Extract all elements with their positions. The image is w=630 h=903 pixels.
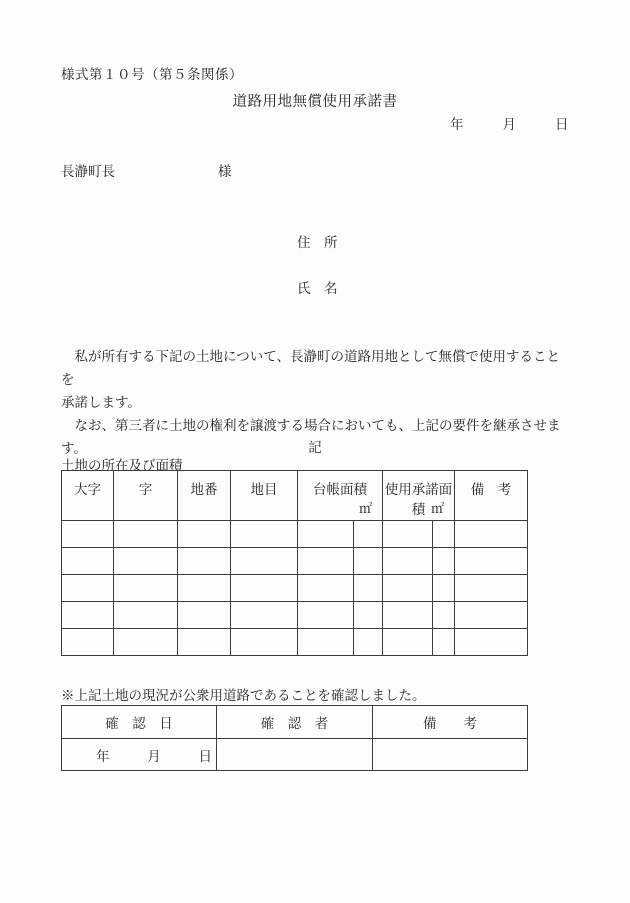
land-table-empty-row [62,602,528,629]
land-table-empty-cell [383,602,433,629]
land-table-empty-cell [114,521,178,548]
record-mark: 記 [308,440,322,455]
col-header-confirmer: 確 認 者 [217,706,373,739]
document-title: 道路用地無償使用承諾書 [232,94,398,110]
land-table-empty-cell [433,548,455,575]
land-table-header-row [62,471,528,521]
confirm-month-label: 月 [147,748,161,764]
land-table-empty-cell [62,629,114,656]
land-table-empty-cell [114,548,178,575]
col-header-chimoku: 地目 [231,471,298,521]
land-table-empty-cell [354,602,383,629]
land-table-empty-cell [383,548,433,575]
land-table-empty-cell [114,629,178,656]
land-table-empty-cell [178,521,231,548]
col-header-oaza: 大字 [62,471,114,521]
confirm-date-line [62,745,216,765]
register-area-label: 台帳面積 [313,482,367,497]
confirmer-cell [217,739,373,771]
land-table-empty-cell [433,602,455,629]
confirm-day-label: 日 [198,748,212,764]
land-table-empty-cell [433,629,455,656]
land-table-empty-cell [298,521,354,548]
land-table-empty-cell [178,602,231,629]
land-table-empty-cell [354,521,383,548]
land-table-empty-row [62,629,528,656]
land-table-empty-cell [354,548,383,575]
land-table-caption: 土地の所在及び面積 [61,458,183,473]
land-table-empty-row [62,548,528,575]
land-table-empty-cell [231,521,298,548]
land-table [61,470,528,656]
body-line-3: なお、第三者に土地の権利を譲渡する場合においても、上記の要件を継承させます。 [61,418,561,456]
addressee-honorific: 様 [218,164,232,179]
consent-area-unit: ㎡ [430,501,444,516]
land-table-empty-cell [178,548,231,575]
land-table-empty-cell [433,521,455,548]
land-table-empty-cell [62,602,114,629]
land-table-empty-row [62,575,528,602]
land-table-empty-cell [455,575,528,602]
land-table-empty-cell [383,629,433,656]
name-label: 氏 名 [297,281,338,296]
date-line [450,113,569,133]
land-table-empty-cell [62,548,114,575]
land-table-empty-cell [354,629,383,656]
land-table-empty-cell [62,575,114,602]
col-header-confirm-date: 確 認 日 [62,706,217,739]
date-year-label: 年 [450,117,464,132]
land-table-empty-cell [62,521,114,548]
confirmation-note: ※上記土地の現況が公衆用道路であることを確認しました。 [61,688,426,703]
land-table-empty-row [62,521,528,548]
land-table-empty-cell [114,575,178,602]
confirmation-header-row [62,706,528,739]
confirm-date-cell [62,739,217,771]
land-table-empty-cell [354,575,383,602]
land-table-empty-cell [433,575,455,602]
land-table-empty-cell [231,575,298,602]
col-header-aza: 字 [114,471,178,521]
land-table-empty-cell [298,629,354,656]
date-month-label: 月 [502,117,516,132]
land-table-empty-cell [455,629,528,656]
col-header-chiban: 地番 [178,471,231,521]
confirmation-body-row [62,739,528,771]
col-header-register-area [298,471,383,521]
consent-area-label: 使用承諾面積 [384,482,453,517]
addressee-line [0,160,630,178]
land-table-empty-cell [178,575,231,602]
body-line-1: 私が所有する下記の土地について、長瀞町の道路用地として無償で使用することを [61,349,560,387]
col-header-confirm-remarks: 備 考 [373,706,528,739]
confirmation-table [61,705,528,771]
land-table-empty-cell [455,548,528,575]
land-table-empty-cell [178,629,231,656]
land-table-empty-cell [231,602,298,629]
land-table-empty-cell [298,548,354,575]
register-area-unit: ㎡ [358,501,372,516]
confirm-year-label: 年 [96,748,110,764]
body-line-2: 承諾します。 [61,395,141,410]
land-table-empty-cell [455,521,528,548]
addressee-title: 長瀞町長 [61,164,115,179]
col-header-remarks: 備 考 [455,471,528,521]
land-table-empty-cell [298,575,354,602]
col-header-consent-area [383,471,455,521]
form-number: 様式第１０号（第５条関係） [61,67,243,82]
land-table-empty-cell [231,629,298,656]
land-table-empty-cell [383,575,433,602]
land-table-empty-cell [231,548,298,575]
date-day-label: 日 [555,117,569,132]
land-table-empty-cell [455,602,528,629]
land-table-empty-cell [383,521,433,548]
land-table-empty-cell [298,602,354,629]
address-label: 住 所 [297,235,338,250]
confirm-remarks-cell [373,739,528,771]
land-table-empty-cell [114,602,178,629]
